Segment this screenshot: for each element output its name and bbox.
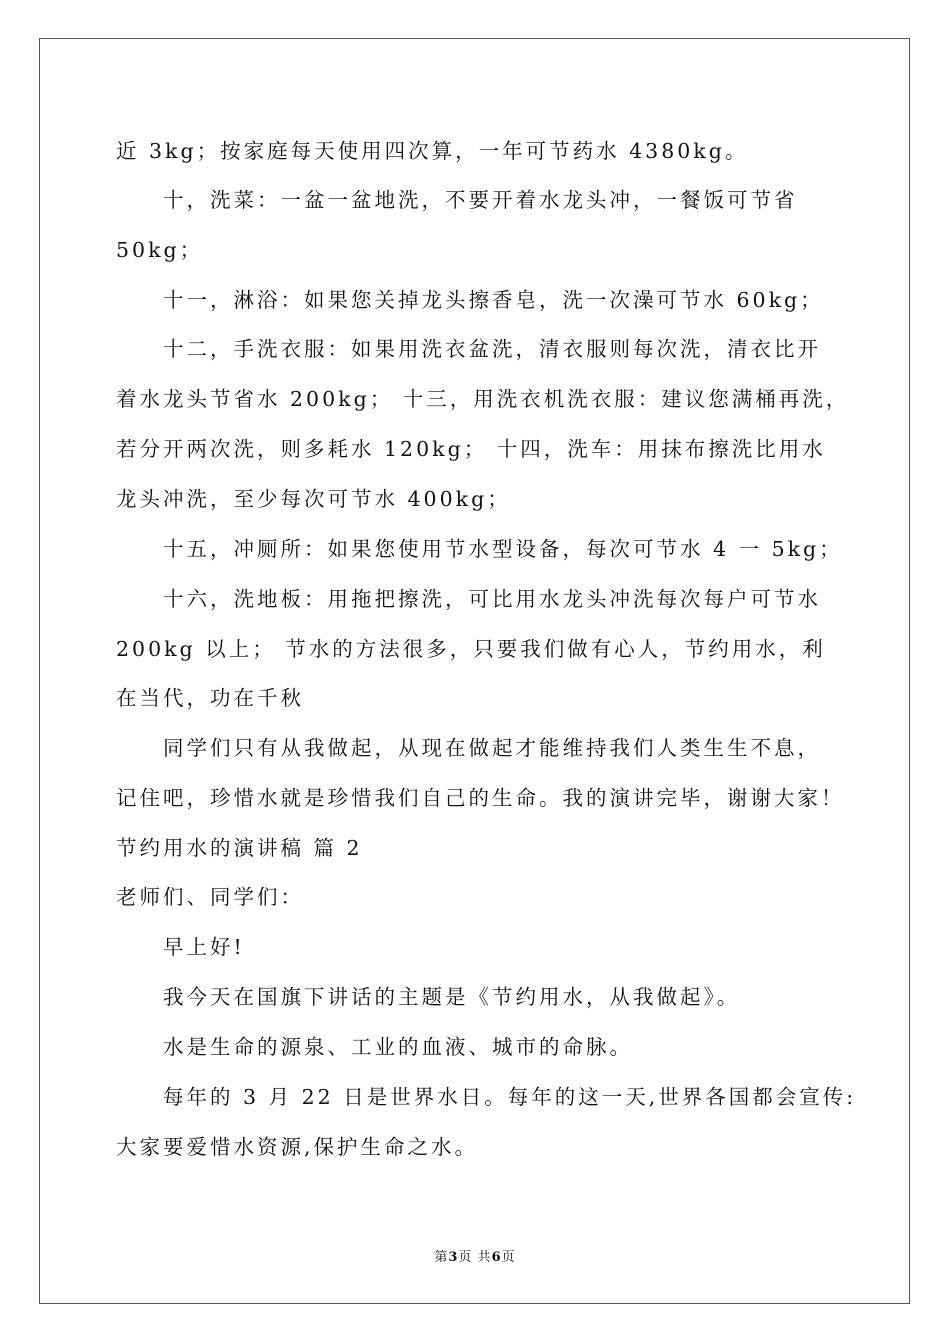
text-line: 着水龙头节省水 200kg； 十三，用洗衣机洗衣服：建议您满桶再洗， xyxy=(116,387,850,411)
text-line: 龙头冲洗，至少每次可节水 400kg； xyxy=(116,487,511,511)
text-line: 十二，手洗衣服：如果用洗衣盆洗，清衣服则每次洗，清衣比开 xyxy=(163,337,821,361)
text-line: 我今天在国旗下讲话的主题是《节约用水，从我做起》。 xyxy=(163,985,741,1009)
text-line: 十六，洗地板：用拖把擦洗，可比用水龙头冲洗每次每户可节水 xyxy=(163,587,821,611)
salutation: 老师们、同学们： xyxy=(116,885,304,909)
total-page-number: 6 xyxy=(491,1250,502,1265)
text-line: 十，洗菜：一盆一盆地洗，不要开着水龙头冲，一餐饭可节省 xyxy=(163,188,798,212)
current-page-number: 3 xyxy=(448,1250,459,1265)
page-footer xyxy=(0,1246,950,1265)
text-line: 十一，淋浴：如果您关掉龙头擦香皂，洗一次澡可节水 60kg； xyxy=(163,288,824,312)
text-line: 水是生命的源泉、工业的血液、城市的命脉。 xyxy=(163,1035,633,1059)
footer-prefix: 第 xyxy=(434,1250,449,1265)
text-line: 十五，冲厕所：如果您使用节水型设备，每次可节水 4 一 5kg； xyxy=(163,537,843,561)
greeting: 早上好! xyxy=(163,935,245,959)
footer-mid: 页 共 xyxy=(458,1250,492,1265)
text-line: 大家要爱惜水资源,保护生命之水。 xyxy=(116,1135,479,1159)
text-line: 若分开两次洗，则多耗水 120kg； 十四，洗车：用抹布擦洗比用水 xyxy=(116,437,826,461)
text-line: 记住吧，珍惜水就是珍惜我们自己的生命。我的演讲完毕，谢谢大家！ xyxy=(116,786,845,810)
text-line: 200kg 以上； 节水的方法很多，只要我们做有心人，节约用水，利 xyxy=(116,637,826,661)
text-line: 同学们只有从我做起，从现在做起才能维持我们人类生生不息， xyxy=(163,736,821,760)
text-line: 在当代，功在千秋 xyxy=(116,686,304,710)
text-line: 每年的 3 月 22 日是世界水日。每年的这一天,世界各国都会宣传: xyxy=(163,1085,857,1109)
text-line: 50kg； xyxy=(116,238,204,262)
page-border xyxy=(39,38,910,1304)
footer-suffix: 页 xyxy=(501,1250,516,1265)
section-heading: 节约用水的演讲稿 篇 2 xyxy=(116,836,363,860)
text-line: 近 3kg；按家庭每天使用四次算，一年可节药水 4380kg。 xyxy=(116,139,749,163)
